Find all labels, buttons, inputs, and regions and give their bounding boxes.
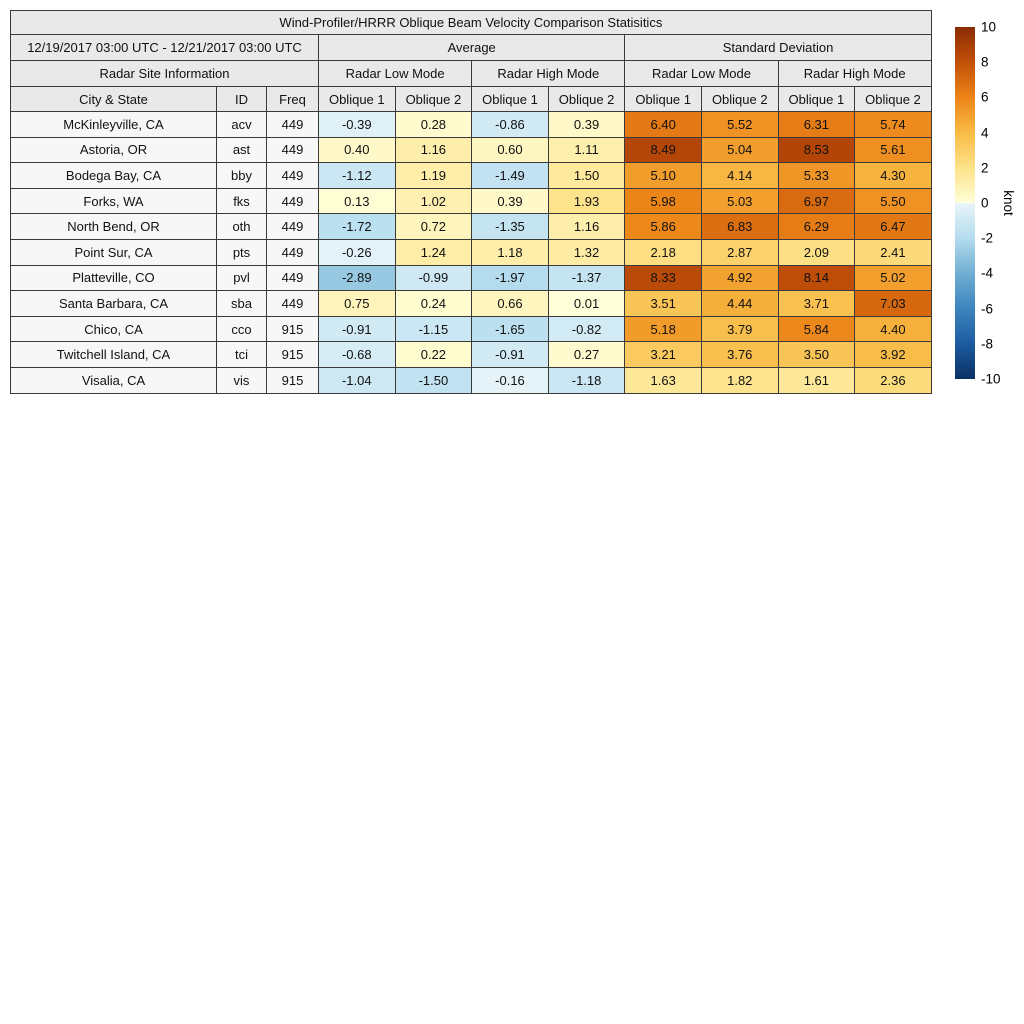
- value-cell: 5.04: [701, 137, 778, 163]
- subgroup-header-3: Radar High Mode: [778, 61, 931, 87]
- value-cell: 0.60: [472, 137, 549, 163]
- value-cell: 4.40: [855, 316, 932, 342]
- value-cell: -1.49: [472, 163, 549, 189]
- id-cell: sba: [217, 291, 267, 317]
- value-cell: 0.24: [395, 291, 472, 317]
- value-cell: 5.02: [855, 265, 932, 291]
- colorbar-tick-label: -10: [981, 371, 1001, 387]
- value-cell: 8.14: [778, 265, 855, 291]
- table-row: [11, 239, 932, 265]
- table-row: [11, 188, 932, 214]
- info-group-header: Radar Site Information: [11, 61, 319, 87]
- freq-cell: 449: [267, 239, 319, 265]
- col-header-0: City & State: [11, 87, 217, 112]
- col-header-7: Oblique 1: [625, 87, 702, 112]
- id-cell: ast: [217, 137, 267, 163]
- value-cell: -0.91: [319, 316, 396, 342]
- value-cell: 0.40: [319, 137, 396, 163]
- city-cell: Platteville, CO: [11, 265, 217, 291]
- col-header-3: Oblique 1: [319, 87, 396, 112]
- value-cell: -0.91: [472, 342, 549, 368]
- value-cell: 4.30: [855, 163, 932, 189]
- group-header-average: Average: [319, 35, 625, 61]
- col-header-10: Oblique 2: [855, 87, 932, 112]
- value-cell: 2.36: [855, 367, 932, 393]
- value-cell: 5.84: [778, 316, 855, 342]
- table-title: Wind-Profiler/HRRR Oblique Beam Velocity Comparison Statisitics: [11, 11, 932, 35]
- value-cell: -1.15: [395, 316, 472, 342]
- value-cell: 4.14: [701, 163, 778, 189]
- table-row: [11, 342, 932, 368]
- value-cell: 5.74: [855, 112, 932, 138]
- freq-cell: 915: [267, 342, 319, 368]
- value-cell: 5.10: [625, 163, 702, 189]
- value-cell: 4.44: [701, 291, 778, 317]
- col-header-1: ID: [217, 87, 267, 112]
- colorbar-tick-label: -6: [981, 301, 994, 317]
- col-header-5: Oblique 1: [472, 87, 549, 112]
- value-cell: 5.98: [625, 188, 702, 214]
- id-cell: tci: [217, 342, 267, 368]
- velocity-comparison-table: [10, 10, 932, 394]
- col-header-4: Oblique 2: [395, 87, 472, 112]
- table-row: [11, 137, 932, 163]
- subgroup-header-0: Radar Low Mode: [319, 61, 472, 87]
- value-cell: -1.18: [548, 367, 625, 393]
- value-cell: 1.61: [778, 367, 855, 393]
- value-cell: -0.26: [319, 239, 396, 265]
- id-cell: fks: [217, 188, 267, 214]
- value-cell: 1.50: [548, 163, 625, 189]
- value-cell: -0.39: [319, 112, 396, 138]
- value-cell: 2.18: [625, 239, 702, 265]
- value-cell: -1.50: [395, 367, 472, 393]
- colorbar-tick-label: -2: [981, 230, 994, 246]
- value-cell: 3.92: [855, 342, 932, 368]
- id-cell: pts: [217, 239, 267, 265]
- value-cell: -1.97: [472, 265, 549, 291]
- value-cell: 5.61: [855, 137, 932, 163]
- id-cell: cco: [217, 316, 267, 342]
- value-cell: 1.93: [548, 188, 625, 214]
- table-row: [11, 35, 932, 61]
- freq-cell: 915: [267, 316, 319, 342]
- freq-cell: 449: [267, 188, 319, 214]
- table-row: [11, 11, 932, 35]
- city-cell: Astoria, OR: [11, 137, 217, 163]
- value-cell: 0.01: [548, 291, 625, 317]
- value-cell: -2.89: [319, 265, 396, 291]
- table-row: [11, 87, 932, 112]
- value-cell: -1.65: [472, 316, 549, 342]
- colorbar-tick-label: 6: [981, 89, 989, 105]
- freq-cell: 915: [267, 367, 319, 393]
- table-row: [11, 214, 932, 240]
- colorbar-tick-label: -4: [981, 265, 994, 281]
- city-cell: Bodega Bay, CA: [11, 163, 217, 189]
- value-cell: 5.03: [701, 188, 778, 214]
- value-cell: 6.97: [778, 188, 855, 214]
- city-cell: Forks, WA: [11, 188, 217, 214]
- col-header-6: Oblique 2: [548, 87, 625, 112]
- value-cell: 6.83: [701, 214, 778, 240]
- date-range-cell: 12/19/2017 03:00 UTC - 12/21/2017 03:00 UTC: [11, 35, 319, 61]
- value-cell: 0.13: [319, 188, 396, 214]
- colorbar-unit-label: knot: [1001, 190, 1016, 216]
- value-cell: -1.12: [319, 163, 396, 189]
- value-cell: 8.53: [778, 137, 855, 163]
- value-cell: 0.22: [395, 342, 472, 368]
- city-cell: Santa Barbara, CA: [11, 291, 217, 317]
- value-cell: 2.41: [855, 239, 932, 265]
- value-cell: 4.92: [701, 265, 778, 291]
- table-row: [11, 112, 932, 138]
- table-row: [11, 316, 932, 342]
- city-cell: McKinleyville, CA: [11, 112, 217, 138]
- value-cell: -0.99: [395, 265, 472, 291]
- id-cell: acv: [217, 112, 267, 138]
- value-cell: 3.71: [778, 291, 855, 317]
- colorbar-gradient: [955, 27, 975, 379]
- value-cell: 2.09: [778, 239, 855, 265]
- value-cell: 8.49: [625, 137, 702, 163]
- city-cell: Visalia, CA: [11, 367, 217, 393]
- col-header-2: Freq: [267, 87, 319, 112]
- value-cell: 1.11: [548, 137, 625, 163]
- value-cell: 1.02: [395, 188, 472, 214]
- value-cell: 0.72: [395, 214, 472, 240]
- value-cell: 1.32: [548, 239, 625, 265]
- value-cell: 0.75: [319, 291, 396, 317]
- value-cell: 2.87: [701, 239, 778, 265]
- colorbar-tick-label: 8: [981, 54, 989, 70]
- value-cell: 1.24: [395, 239, 472, 265]
- colorbar-tick-label: 4: [981, 125, 989, 141]
- colorbar-tick-label: -8: [981, 336, 994, 352]
- value-cell: 6.29: [778, 214, 855, 240]
- value-cell: 3.21: [625, 342, 702, 368]
- value-cell: 0.66: [472, 291, 549, 317]
- subgroup-header-2: Radar Low Mode: [625, 61, 778, 87]
- value-cell: 1.16: [395, 137, 472, 163]
- value-cell: 6.31: [778, 112, 855, 138]
- value-cell: -0.68: [319, 342, 396, 368]
- col-header-9: Oblique 1: [778, 87, 855, 112]
- city-cell: North Bend, OR: [11, 214, 217, 240]
- colorbar: [955, 19, 1016, 387]
- id-cell: bby: [217, 163, 267, 189]
- value-cell: 1.18: [472, 239, 549, 265]
- id-cell: pvl: [217, 265, 267, 291]
- value-cell: 5.50: [855, 188, 932, 214]
- table-row: [11, 367, 932, 393]
- value-cell: 3.51: [625, 291, 702, 317]
- value-cell: -0.86: [472, 112, 549, 138]
- freq-cell: 449: [267, 214, 319, 240]
- table-row: [11, 265, 932, 291]
- value-cell: 5.86: [625, 214, 702, 240]
- value-cell: 0.39: [548, 112, 625, 138]
- value-cell: 5.18: [625, 316, 702, 342]
- value-cell: 8.33: [625, 265, 702, 291]
- table-row: [11, 291, 932, 317]
- value-cell: 0.28: [395, 112, 472, 138]
- value-cell: 6.40: [625, 112, 702, 138]
- group-header-standard-deviation: Standard Deviation: [625, 35, 931, 61]
- value-cell: 0.39: [472, 188, 549, 214]
- city-cell: Chico, CA: [11, 316, 217, 342]
- value-cell: -1.37: [548, 265, 625, 291]
- id-cell: vis: [217, 367, 267, 393]
- colorbar-tick-label: 10: [981, 19, 997, 35]
- value-cell: 7.03: [855, 291, 932, 317]
- value-cell: -0.82: [548, 316, 625, 342]
- value-cell: 1.16: [548, 214, 625, 240]
- value-cell: 6.47: [855, 214, 932, 240]
- value-cell: -1.35: [472, 214, 549, 240]
- value-cell: 5.52: [701, 112, 778, 138]
- value-cell: -1.04: [319, 367, 396, 393]
- value-cell: 3.76: [701, 342, 778, 368]
- freq-cell: 449: [267, 112, 319, 138]
- colorbar-tick-label: 0: [981, 195, 989, 211]
- value-cell: 1.63: [625, 367, 702, 393]
- freq-cell: 449: [267, 163, 319, 189]
- freq-cell: 449: [267, 265, 319, 291]
- value-cell: -0.16: [472, 367, 549, 393]
- city-cell: Point Sur, CA: [11, 239, 217, 265]
- id-cell: oth: [217, 214, 267, 240]
- col-header-8: Oblique 2: [701, 87, 778, 112]
- value-cell: -1.72: [319, 214, 396, 240]
- subgroup-header-1: Radar High Mode: [472, 61, 625, 87]
- value-cell: 3.50: [778, 342, 855, 368]
- colorbar-tick-label: 2: [981, 160, 989, 176]
- value-cell: 3.79: [701, 316, 778, 342]
- freq-cell: 449: [267, 137, 319, 163]
- city-cell: Twitchell Island, CA: [11, 342, 217, 368]
- value-cell: 1.82: [701, 367, 778, 393]
- value-cell: 0.27: [548, 342, 625, 368]
- value-cell: 1.19: [395, 163, 472, 189]
- table-row: [11, 61, 932, 87]
- freq-cell: 449: [267, 291, 319, 317]
- table-row: [11, 163, 932, 189]
- value-cell: 5.33: [778, 163, 855, 189]
